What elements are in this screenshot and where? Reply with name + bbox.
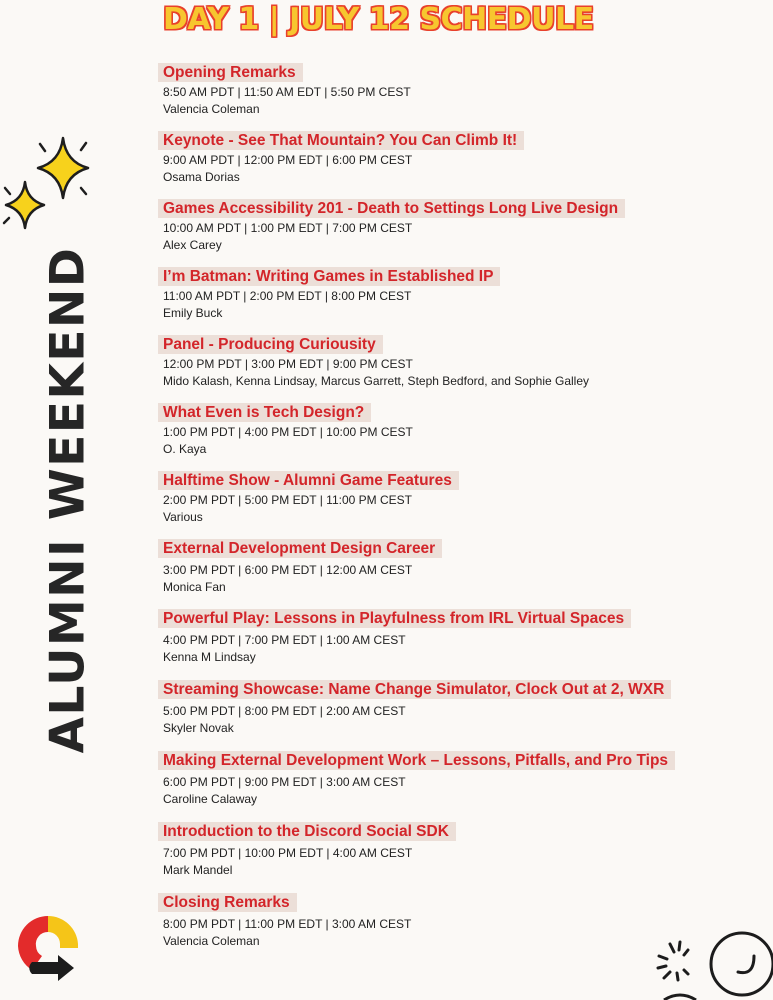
session-title: What Even is Tech Design? (158, 403, 371, 422)
session-title: Introduction to the Discord Social SDK (158, 822, 456, 841)
session-title: I’m Batman: Writing Games in Established IP (158, 267, 500, 286)
session-speaker: Valencia Coleman (163, 102, 260, 116)
session-time: 12:00 PM PDT | 3:00 PM EDT | 9:00 PM CEST (163, 357, 413, 371)
session-title: Games Accessibility 201 - Death to Settings Long Live Design (158, 199, 625, 218)
session-title: Closing Remarks (158, 893, 297, 912)
session-time: 4:00 PM PDT | 7:00 PM EDT | 1:00 AM CEST (163, 633, 406, 647)
session-speaker: Valencia Coleman (163, 934, 260, 948)
session-speaker: O. Kaya (163, 442, 207, 456)
session-title: Keynote - See That Mountain? You Can Climb It! (158, 131, 524, 150)
session-item (158, 63, 411, 118)
session-item (158, 680, 671, 737)
session-item (158, 131, 524, 186)
session-speaker: Osama Dorias (163, 170, 240, 184)
session-item (158, 199, 625, 254)
session-speaker: Mark Mandel (163, 863, 233, 877)
session-time: 9:00 AM PDT | 12:00 PM EDT | 6:00 PM CEST (163, 153, 413, 167)
session-time: 3:00 PM PDT | 6:00 PM EDT | 12:00 AM CEST (163, 563, 413, 577)
session-title: Powerful Play: Lessons in Playfulness from IRL Virtual Spaces (158, 609, 631, 628)
session-item (158, 335, 589, 390)
sparkle-stars-icon (0, 130, 100, 240)
session-speaker: Kenna M Lindsay (163, 650, 256, 664)
session-item (158, 539, 442, 596)
session-speaker: Various (163, 510, 203, 524)
session-speaker: Emily Buck (163, 306, 223, 320)
session-title: External Development Design Career (158, 539, 442, 558)
session-item (158, 751, 675, 808)
session-time: 1:00 PM PDT | 4:00 PM EDT | 10:00 PM CEST (163, 425, 413, 439)
session-time: 8:00 PM PDT | 11:00 PM EDT | 3:00 AM CEST (163, 917, 412, 931)
session-time: 6:00 PM PDT | 9:00 PM EDT | 3:00 AM CEST (163, 775, 406, 789)
session-item (158, 267, 500, 322)
session-title: Halftime Show - Alumni Game Features (158, 471, 459, 490)
session-speaker: Monica Fan (163, 580, 226, 594)
session-item (158, 403, 413, 458)
session-time: 2:00 PM PDT | 5:00 PM EDT | 11:00 PM CEST (163, 493, 412, 507)
session-time: 7:00 PM PDT | 10:00 PM EDT | 4:00 AM CEST (163, 846, 413, 860)
session-item (158, 609, 631, 666)
session-item (158, 893, 411, 950)
session-speaker: Skyler Novak (163, 721, 234, 735)
session-item (158, 822, 456, 879)
session-time: 11:00 AM PDT | 2:00 PM EDT | 8:00 PM CEST (163, 289, 412, 303)
session-time: 5:00 PM PDT | 8:00 PM EDT | 2:00 AM CEST (163, 704, 406, 718)
session-title: Panel - Producing Curiousity (158, 335, 383, 354)
session-speaker: Mido Kalash, Kenna Lindsay, Marcus Garrett, Steph Bedford, and Sophie Galley (163, 374, 590, 388)
session-item (158, 471, 459, 526)
page-title: DAY 1 | JULY 12 SCHEDULE (163, 2, 594, 37)
session-speaker: Caroline Calaway (163, 792, 258, 806)
org-logo-icon (10, 908, 90, 996)
session-title: Opening Remarks (158, 63, 303, 82)
sun-circle-doodle-icon (650, 926, 773, 1000)
alumni-weekend-label: ALUMNI WEEKEND (40, 246, 96, 754)
session-title: Making External Development Work – Lessons, Pitfalls, and Pro Tips (158, 751, 675, 770)
session-speaker: Alex Carey (163, 238, 222, 252)
session-time: 10:00 AM PDT | 1:00 PM EDT | 7:00 PM CEST (163, 221, 413, 235)
session-time: 8:50 AM PDT | 11:50 AM EDT | 5:50 PM CEST (163, 85, 411, 99)
session-title: Streaming Showcase: Name Change Simulator, Clock Out at 2, WXR (158, 680, 671, 699)
